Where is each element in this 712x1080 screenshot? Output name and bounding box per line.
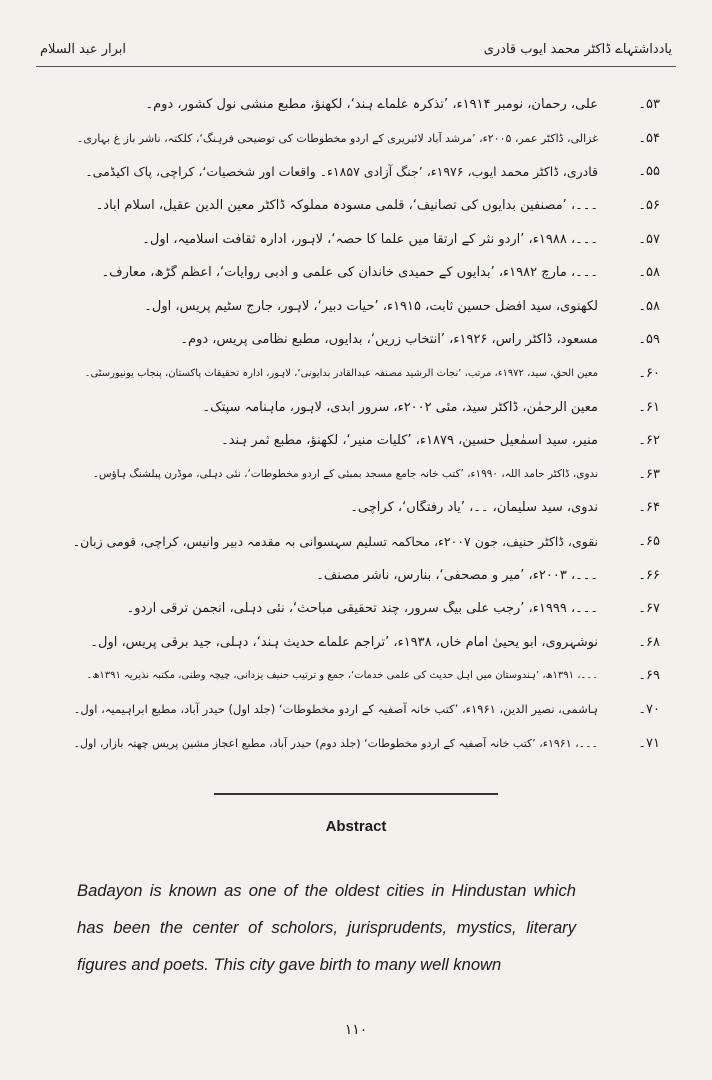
reference-item	[70, 189, 660, 223]
reference-text: ۔۔۔، ۱۳۹۱ھ، ’ہندوستان میں اہل حدیث کی علمی خدمات‘، جمع و ترتیب حنیف یزدانی، چیچہ وطنی، مکتبہ نذیریہ ۱۳۹۱ھ۔	[86, 670, 598, 682]
reference-text: قادری، ڈاکٹر محمد ایوب، ۱۹۷۶ء، ’جنگ آزادی ۱۸۵۷ء۔ واقعات اور شخصیات‘، کراچی، پاک اکیڈمی۔	[85, 164, 598, 180]
reference-item	[70, 88, 660, 122]
reference-number: ۶۲۔	[638, 433, 660, 449]
reference-item	[70, 491, 660, 525]
reference-text: ۔۔۔، ’مصنفین بدایوں کی تصانیف‘، قلمی مسودہ مملوکہ ڈاکٹر معین الدین عقیل، اسلام آباد۔	[95, 198, 598, 214]
reference-text: مسعود، ڈاکٹر راس، ۱۹۲۶ء، ’انتخاب زریں‘، بدایوں، مطبع نظامی پریس، دوم۔	[180, 332, 598, 348]
reference-number: ۶۷۔	[638, 601, 660, 617]
reference-item	[70, 155, 660, 189]
reference-number: ۷۰۔	[638, 701, 660, 717]
reference-text: معین الحق، سید، ۱۹۷۲ء، مرتب، ’نجات الرشید مصنفہ عبدالقادر بدایونی‘، لاہور، ادارہ تحقیقات پاکستان، پنجاب یونیورسٹی۔	[84, 368, 598, 380]
reference-number: ۵۳۔	[638, 97, 660, 113]
reference-number: ۶۳۔	[638, 466, 660, 482]
reference-text: ۔۔۔، ۱۹۸۸ء، ’اردو نثر کے ارتقا میں علما کا حصہ‘، لاہور، ادارہ ثقافت اسلامیہ، اول۔	[142, 231, 598, 247]
reference-number: ۶۸۔	[638, 634, 660, 650]
reference-item	[70, 458, 660, 492]
reference-text: ۔۔۔، ۱۹۹۹ء، ’رجب علی بیگ سرور، چند تحقیقی مباحث‘، نئی دہلی، انجمن ترقی اردو۔	[126, 601, 598, 617]
reference-text: علی، رحمان، نومبر ۱۹۱۴ء، ’تذکرہ علماے ہند‘، لکھنؤ، مطبع منشی نول کشور، دوم۔	[145, 97, 598, 113]
reference-text: ندوی، ڈاکٹر حامد اللہ، ۱۹۹۰ء، ’کتب خانہ جامع مسجد بمبئی کے اردو مخطوطات‘، نئی دہلی، موڈرن پبلشنگ ہاؤس۔	[92, 468, 598, 481]
reference-number: ۵۵۔	[638, 164, 660, 180]
header-author: ابرار عبد السلام	[40, 41, 127, 57]
abstract-body: Badayon is known as one of the oldest cities in Hindustan which has been the center of scholors, jurisprudents, mystics, literary figures and poets. This city gave birth to many well known	[77, 881, 576, 974]
reference-number: ۶۰۔	[638, 366, 660, 382]
header-rule	[36, 66, 676, 67]
reference-text: لکھنوی، سید افضل حسین ثابت، ۱۹۱۵ء، ’حیات دبیر‘، لاہور، جارج سٹیم پریس، اول۔	[144, 298, 598, 314]
reference-text: ۔۔۔، ۲۰۰۳ء، ’میر و مصحفی‘، بنارس، ناشر مصنف۔	[316, 567, 598, 583]
reference-number: ۵۸۔	[638, 265, 660, 281]
page-number: ۱۱۰	[344, 1022, 368, 1038]
reference-item	[70, 122, 660, 156]
reference-number: ۶۶۔	[638, 567, 660, 583]
reference-text: معین الرحمٰن، ڈاکٹر سید، مئی ۲۰۰۲ء، سرور ابدی، لاہور، ماہنامہ سپتک۔	[202, 399, 598, 415]
reference-item	[70, 592, 660, 626]
reference-item	[70, 256, 660, 290]
reference-number: ۵۹۔	[638, 332, 660, 348]
reference-text: منیر، سید اسمٰعیل حسین، ۱۸۷۹ء، ’کلیات منیر‘، لکھنؤ، مطبع ثمر ہند۔	[221, 433, 598, 449]
section-separator	[214, 793, 498, 795]
reference-item	[70, 558, 660, 592]
reference-text: نوشہروی، ابو یحییٰ امام خاں، ۱۹۳۸ء، ’تراجم علماے حدیث ہند‘، دہلی، جید برقی پریس، اول۔	[90, 634, 598, 650]
reference-item	[70, 357, 660, 391]
reference-item	[70, 659, 660, 693]
reference-text: ندوی، سید سلیمان، ۔۔، ’یاد رفتگاں‘، کراچی۔	[350, 500, 598, 516]
reference-number: ۵۷۔	[638, 231, 660, 247]
reference-item	[70, 290, 660, 324]
reference-text: ۔۔۔، ۱۹۶۱ء، ’کتب خانہ آصفیہ کے اردو مخطوطات‘ (جلد دوم) حیدر آباد، مطبع اعجاز مشین پریس چھتہ بازار، اول۔	[73, 736, 598, 750]
reference-list	[70, 88, 660, 760]
reference-item	[70, 626, 660, 660]
reference-item	[70, 693, 660, 727]
reference-text: غزالی، ڈاکٹر عمر، ۲۰۰۵ء، ’مرشد آباد لائبریری کے اردو مخطوطات کی توضیحی فرہنگ‘، کلکتہ، ناشر باز غ بہاری۔	[76, 131, 598, 145]
reference-text: ۔۔۔، مارچ ۱۹۸۲ء، ’بدایوں کے حمیدی خاندان کی علمی و ادبی روایات‘، اعظم گڑھ، معارف۔	[101, 265, 598, 281]
reference-number: ۶۱۔	[638, 399, 660, 415]
reference-number: ۶۴۔	[638, 500, 660, 516]
reference-number: ۶۹۔	[638, 668, 660, 684]
reference-item	[70, 222, 660, 256]
running-header	[40, 38, 672, 60]
reference-item	[70, 390, 660, 424]
reference-number: ۶۵۔	[638, 534, 660, 550]
reference-item	[70, 525, 660, 559]
reference-number: ۷۱۔	[638, 735, 660, 751]
reference-number: ۵۸۔	[638, 298, 660, 314]
reference-text: ہاشمی، نصیر الدین، ۱۹۶۱ء، ’کتب خانہ آصفیہ کے اردو مخطوطات‘ (جلد اول) حیدر آباد، مطبع ابراہیمیہ، اول۔	[73, 702, 598, 717]
reference-number: ۵۴۔	[638, 130, 660, 146]
reference-item	[70, 323, 660, 357]
header-book-title: یادداشتہاے ڈاکٹر محمد ایوب قادری	[483, 41, 672, 57]
reference-item	[70, 726, 660, 760]
reference-number: ۵۶۔	[638, 198, 660, 214]
reference-text: نقوی، ڈاکٹر حنیف، جون ۲۰۰۷ء، محاکمہ تسلیم سہسوانی بہ مقدمہ دبیر وانیس، کراچی، قومی زبان۔	[72, 534, 598, 550]
abstract-heading: Abstract	[325, 818, 387, 835]
reference-item	[70, 424, 660, 458]
